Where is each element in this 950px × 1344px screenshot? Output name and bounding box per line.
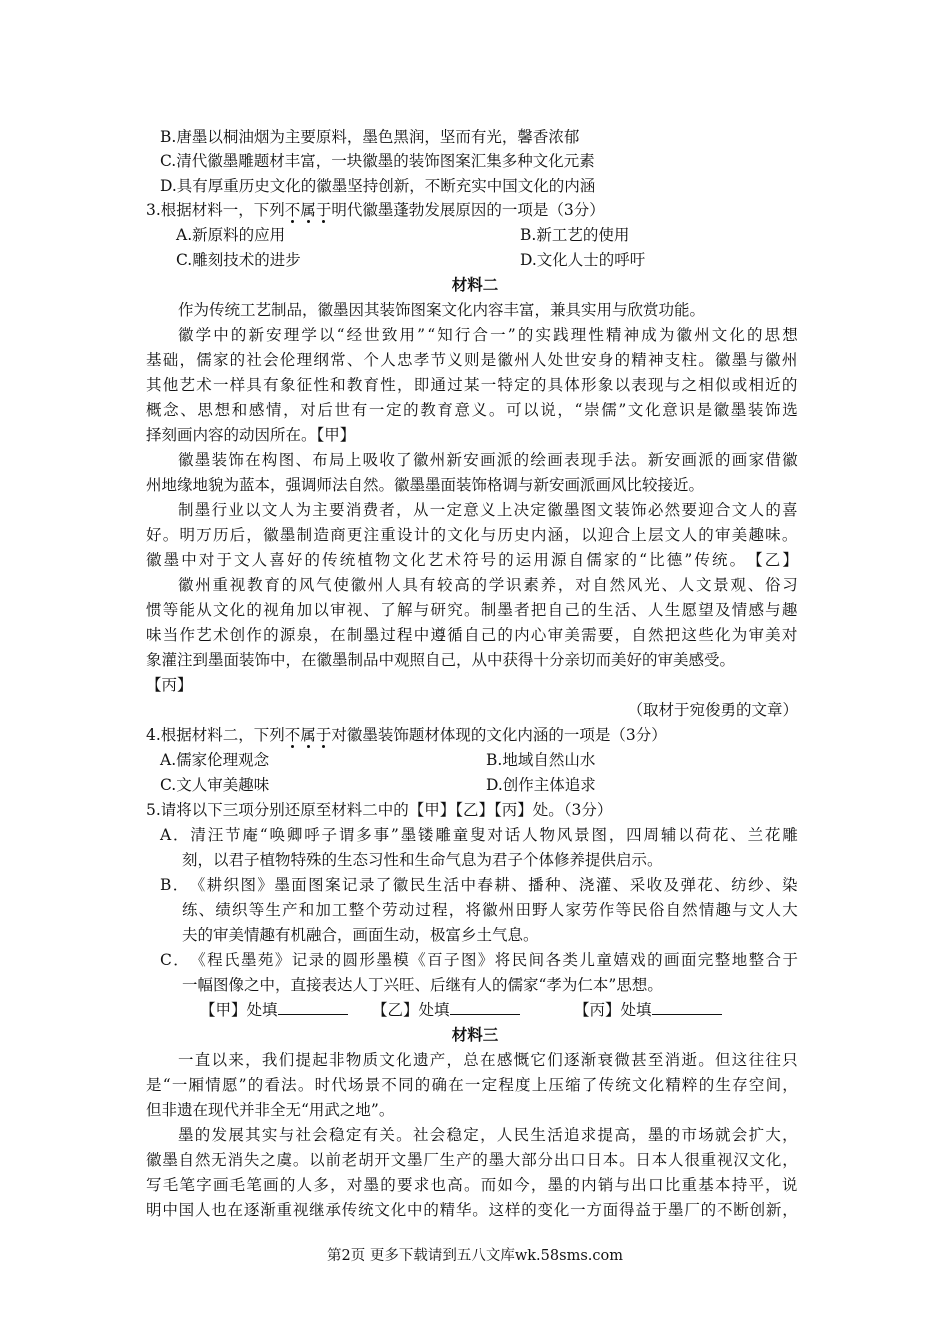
q5-option-a-line: A ． 清 汪 节 庵 “ 唤 卿 呼 子 谓 多 事 ” 墨 镂 雕 童 叟 对 话 人 物 风 景 图 ， 四 周 辅 以 荷 花 、 兰 花 雕 [160, 826, 798, 844]
material-two-para-4-line: 徽 墨 中 对 于 文 人 喜 好 的 传 统 植 物 文 化 艺 术 符 号 的 运 用 源 自 儒 家 的 “ 比 德 ” 传 统 。 【 乙 】 [146, 551, 798, 569]
material-three-para-1-line: 是 “ 一 厢 情 愿 ” 的 看 法 。 时 代 场 景 不 同 的 确 在 一 定 程 度 上 压 缩 了 传 统 文 化 精 粹 的 生 存 空 间 ， [146, 1076, 798, 1094]
q4-stem-post: 对徽墨装饰题材体现的文化内涵的一项是（3分） [331, 726, 667, 744]
q3-option-c: C.雕刻技术的进步 [176, 251, 301, 269]
material-two-para-3-line: 州地缘地貌为蓝本，强调师法自然。徽墨墨面装饰格调与新安画派画风比较接近。 [146, 476, 705, 494]
q5-option-b-line: 练 、 绩 织 等 生 产 和 加 工 整 个 劳 动 过 程 ， 将 徽 州 田 野 人 家 劳 作 等 民 俗 自 然 情 趣 与 文 人 大 [182, 901, 798, 919]
q5-option-a-line: 刻，以君子植物特殊的生态习性和生命气息为君子个体修养提供启示。 [182, 851, 663, 869]
q3-emphasis-char: 不 [284, 201, 301, 219]
q3-emphasis-char: 于 [315, 201, 332, 219]
q2-option-c: C.清代徽墨雕题材丰富，一块徽墨的装饰图案汇集多种文化元素 [160, 152, 595, 170]
q5-fill-bing [574, 999, 722, 1021]
material-three-para-2-line: 写 毛 笔 字 画 毛 笔 画 的 人 多 ， 对 墨 的 要 求 也 高 。 而 如 今 ， 墨 的 内 销 与 出 口 比 重 基 本 持 平 ， 说 [146, 1176, 798, 1194]
q4-stem [146, 724, 667, 746]
page-footer: 第2页 更多下载请到五八文库wk.58sms.com [327, 1248, 623, 1264]
q3-stem [146, 199, 605, 221]
q3-emphasis-char: 属 [300, 201, 316, 219]
material-three-para-1-line: 一 直 以 来 ， 我 们 提 起 非 物 质 文 化 遗 产 ， 总 在 感 慨 它 们 逐 渐 衰 微 甚 至 消 逝 。 但 这 往 往 只 [178, 1051, 798, 1069]
q4-option-b: B.地域自然山水 [486, 751, 596, 769]
material-two-para-4-line: 制 墨 行 业 以 文 人 为 主 要 消 费 者 ， 从 一 定 意 义 上 决 定 徽 墨 图 文 装 饰 必 然 要 迎 合 文 人 的 喜 [178, 501, 798, 519]
q5-fill-jia-label: 【甲】处填 [200, 1001, 278, 1019]
material-two-para-2-line: 择刻画内容的动因所在。【甲】 [146, 426, 356, 444]
q2-option-b: B.唐墨以桐油烟为主要原料，墨色黑润，坚而有光，馨香浓郁 [160, 128, 580, 146]
q5-fill-jia-blank[interactable] [278, 999, 348, 1015]
q3-option-d: D.文化人士的呼吁 [520, 251, 646, 269]
q3-stem-pre: 3.根据材料一，下列 [146, 201, 285, 219]
material-two-para-5-line: 惯 等 能 从 文 化 的 视 角 加 以 审 视 、 了 解 与 研 究 。 制 墨 者 把 自 己 的 生 活 、 人 生 愿 望 及 情 感 与 趣 [146, 601, 798, 619]
material-three-para-2-line: 明 中 国 人 也 在 逐 渐 重 视 继 承 传 统 文 化 中 的 精 华 。 这 样 的 变 化 一 方 面 得 益 于 墨 厂 的 不 断 创 新 ， [146, 1201, 798, 1219]
q4-emphasis-char: 于 [315, 726, 332, 744]
material-three-para-2-line: 徽 墨 自 然 无 消 失 之 虞 。 以 前 老 胡 开 文 墨 厂 生 产 的 墨 大 部 分 出 口 日 本 。 日 本 人 很 重 视 汉 文 化 ， [146, 1151, 798, 1169]
q4-emphasis-char: 属 [300, 726, 316, 744]
q3-stem-post: 明代徽墨蓬勃发展原因的一项是（3分） [331, 201, 605, 219]
q4-stem-pre: 4.根据材料二，下列 [146, 726, 285, 744]
material-two-para-2-line: 基 础 ， 儒 家 的 社 会 伦 理 纲 常 、 个 人 忠 孝 节 义 则 是 徽 州 人 处 世 安 身 的 精 神 支 柱 。 徽 墨 与 徽 州 [146, 351, 798, 369]
material-two-para-3-line: 徽 墨 装 饰 在 构 图 、 布 局 上 吸 收 了 徽 州 新 安 画 派 的 绘 画 表 现 手 法 。 新 安 画 派 的 画 家 借 徽 [178, 451, 798, 469]
material-two-para-4-line: 好 。 明 万 历 后 ， 徽 墨 制 造 商 更 注 重 设 计 的 文 化 与 历 史 内 涵 ， 以 迎 合 上 层 文 人 的 审 美 趣 味 。 [146, 526, 798, 544]
material-two-para-2-line: 概 念 、 思 想 和 感 情 ， 对 后 世 有 一 定 的 教 育 意 义 。 可 以 说 ， “ 崇 儒 ” 文 化 意 识 是 徽 墨 装 饰 选 [146, 401, 798, 419]
q2-option-d: D.具有厚重历史文化的徽墨坚持创新，不断充实中国文化的内涵 [160, 177, 596, 195]
material-three-para-1-line: 但非遗在现代并非全无“用武之地”。 [146, 1101, 395, 1119]
q5-fill-bing-blank[interactable] [652, 999, 722, 1015]
material-two-para-5-line: 徽 州 重 视 教 育 的 风 气 使 徽 州 人 具 有 较 高 的 学 识 素 养 ， 对 自 然 风 光 、 人 文 景 观 、 俗 习 [178, 576, 798, 594]
q5-fill-yi-blank[interactable] [450, 999, 520, 1015]
material-two-source: （取材于宛俊勇的文章） [627, 701, 798, 719]
q5-fill-yi-label: 【乙】处填 [372, 1001, 450, 1019]
material-two-para-1: 作为传统工艺制品，徽墨因其装饰图案文化内容丰富，兼具实用与欣赏功能。 [178, 301, 706, 319]
q3-option-b: B.新工艺的使用 [520, 226, 630, 244]
q5-option-b-line: 夫的审美情趣有机融合，画面生动，极富乡土气息。 [182, 926, 539, 944]
q5-option-c-line: 一幅图像之中，直接表达人丁兴旺、后继有人的儒家“孝为仁本”思想。 [182, 976, 663, 994]
q5-fill-bing-label: 【丙】处填 [574, 1001, 652, 1019]
material-two-title: 材料二 [451, 275, 499, 294]
material-two-para-2-line: 其 他 艺 术 一 样 具 有 象 征 性 和 教 育 性 ， 即 通 过 某 一 特 定 的 具 体 形 象 以 表 现 与 之 相 似 或 相 近 的 [146, 376, 798, 394]
q3-option-a: A.新原料的应用 [176, 226, 286, 244]
q5-fill-jia [200, 999, 348, 1021]
material-three-title: 材料三 [451, 1025, 499, 1044]
q4-option-a: A.儒家伦理观念 [160, 751, 270, 769]
material-three-para-2-line: 墨 的 发 展 其 实 与 社 会 稳 定 有 关 。 社 会 稳 定 ， 人 民 生 活 追 求 提 高 ， 墨 的 市 场 就 会 扩 大 ， [178, 1126, 798, 1144]
material-two-para-2-line: 徽 学 中 的 新 安 理 学 以 “ 经 世 致 用 ” “ 知 行 合 一 ” 的 实 践 理 性 精 神 成 为 徽 州 文 化 的 思 想 [178, 326, 798, 344]
q5-fill-yi [372, 999, 520, 1021]
material-two-para-5-line: 味 当 作 艺 术 创 作 的 源 泉 ， 在 制 墨 过 程 中 遵 循 自 己 的 内 心 审 美 需 要 ， 自 然 把 这 些 化 为 审 美 对 [146, 626, 798, 644]
q4-option-d: D.创作主体追求 [486, 776, 596, 794]
q4-option-c: C.文人审美趣味 [160, 776, 270, 794]
q4-emphasis-char: 不 [284, 726, 301, 744]
material-two-para-5-line: 象灌注到墨面装饰中，在徽墨制品中观照自己，从中获得十分亲切而美好的审美感受。 [146, 651, 736, 669]
q5-option-c-line: C ． 《 程 氏 墨 苑 》 记 录 的 圆 形 墨 模 《 百 子 图 》 将 民 间 各 类 儿 童 嬉 戏 的 画 面 完 整 地 整 合 于 [160, 951, 798, 969]
q5-option-b-line: B ． 《 耕 织 图 》 墨 面 图 案 记 录 了 徽 民 生 活 中 春 耕 、 播 种 、 浇 灌 、 采 收 及 弹 花 、 纺 纱 、 染 [160, 876, 798, 894]
material-two-para-5-line: 【丙】 [146, 676, 193, 694]
q5-stem: 5.请将以下三项分别还原至材料二中的【甲】【乙】【丙】处。（3分） [146, 801, 613, 819]
